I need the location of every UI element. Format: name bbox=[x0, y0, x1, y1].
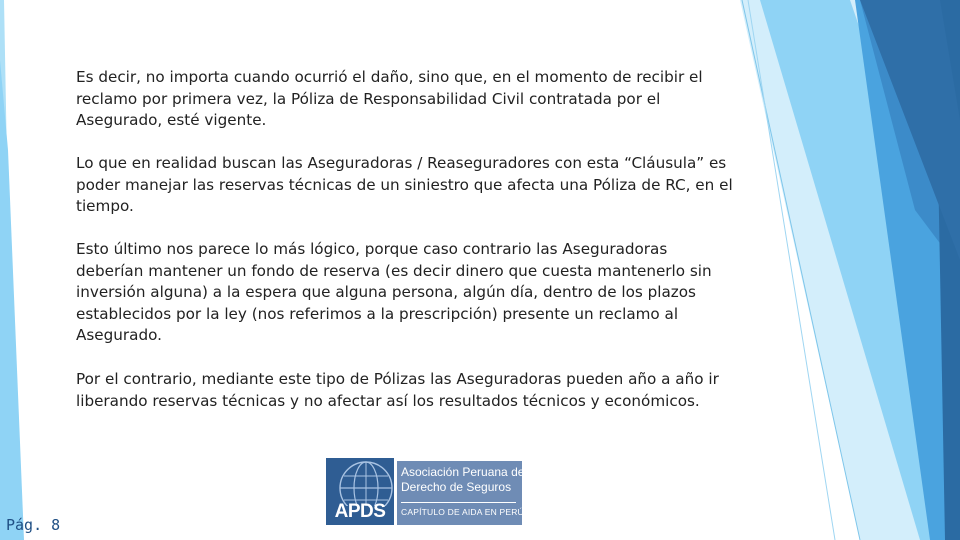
logo-line-1: Asociación Peruana de bbox=[401, 465, 525, 479]
logo-mark bbox=[326, 458, 394, 525]
globe-icon bbox=[326, 458, 394, 506]
logo-line-3: CAPÍTULO DE AIDA EN PERÚ bbox=[401, 507, 524, 517]
logo-text-box bbox=[397, 461, 525, 525]
page-label: Pág. bbox=[6, 516, 43, 534]
paragraph-1: Es decir, no importa cuando ocurrió el daño, sino que, en el momento de recibir el reclamo por primera vez, la Póliza de Responsabilidad Civil contratada por el Asegurado, esté vigente. bbox=[76, 68, 703, 129]
paragraph-4: Por el contrario, mediante este tipo de Pólizas las Aseguradoras pueden año a año ir liberando reservas técnicas y no afectar así los resultados técnicos y económicos. bbox=[76, 370, 719, 410]
left-stripe bbox=[0, 60, 24, 540]
apds-logo bbox=[326, 458, 525, 525]
page-number-value: 8 bbox=[51, 516, 61, 534]
paragraph-3: Esto último nos parece lo más lógico, porque caso contrario las Aseguradoras deberían mantener un fondo de reserva (es decir dinero que cuesta mantenerlo sin inversión alguna) a la espera que alguna persona, algún día, dentro de los plazos establecidos por la ley (nos referimos a la prescripción) presente un reclamo al Asegurado. bbox=[76, 240, 712, 344]
logo-acronym: APDS bbox=[334, 501, 386, 522]
logo-line-2: Derecho de Seguros bbox=[401, 480, 512, 494]
page-number bbox=[6, 516, 60, 534]
paragraph-2: Lo que en realidad buscan las Aseguradoras / Reaseguradores con esta “Cláusula” es poder manejar las reservas técnicas de un siniestro que afecta una Póliza de RC, en el tiempo. bbox=[76, 154, 733, 215]
logo-divider bbox=[401, 502, 516, 503]
